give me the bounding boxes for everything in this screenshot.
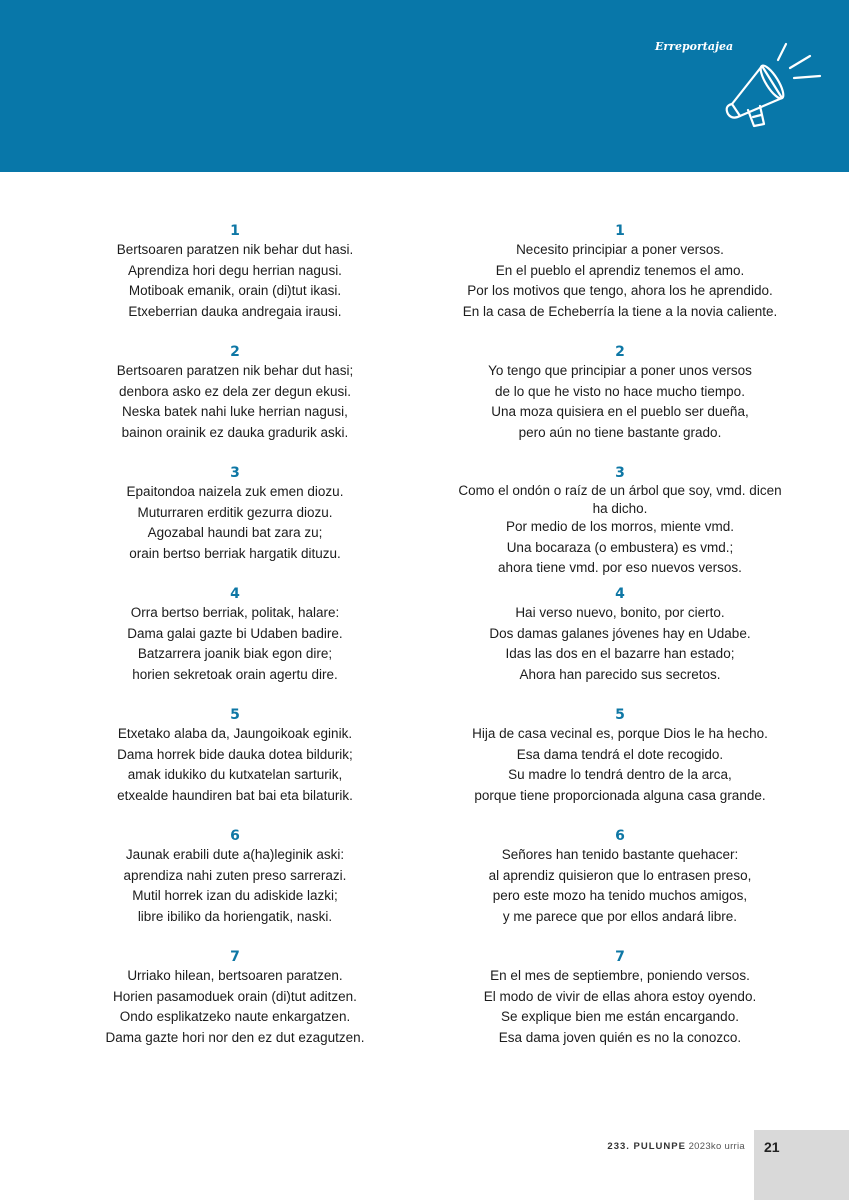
stanza-5 <box>70 706 400 827</box>
verse-line: Como el ondón o raíz de un árbol que soy, vmd. dicen ha dicho. <box>458 483 782 516</box>
verse-line: Hija de casa vecinal es, porque Dios le ha hecho. <box>472 726 768 741</box>
verse-line: Yo tengo que principiar a poner unos versos <box>488 363 752 378</box>
verse-line: Epaitondoa naizela zuk emen diozu. <box>126 484 344 499</box>
verse-line: Urriako hilean, bertsoaren paratzen. <box>127 968 343 983</box>
page-number: 21 <box>764 1139 780 1155</box>
stanza-6 <box>455 827 785 948</box>
verse-line: Mutil horrek izan du adiskide lazki; <box>132 888 338 903</box>
verse-line: Batzarrera joanik biak egon dire; <box>137 646 333 661</box>
stanza-number: 2 <box>230 344 240 360</box>
verse-line: Dama gazte hori nor den ez dut ezagutzen. <box>105 1029 365 1045</box>
stanza-5 <box>455 706 785 827</box>
verse-line: libre ibiliko da horiengatik, naski. <box>137 908 333 924</box>
verse-line: Ahora han parecido sus secretos. <box>519 666 721 682</box>
verse-line: Jaunak erabili dute a(ha)leginik aski: <box>125 847 345 862</box>
section-label: Erreportajea <box>655 40 734 53</box>
stanza-2 <box>70 343 400 464</box>
verse-line: Una moza quisiera en el pueblo ser dueña, <box>491 404 749 419</box>
verse-line: Dos damas galanes jóvenes hay en Udabe. <box>489 625 751 641</box>
verse-line: En el pueblo el aprendiz tenemos el amo. <box>495 262 745 278</box>
footer <box>607 1141 745 1152</box>
verse-line: Etxetako alaba da, Jaungoikoak eginik. <box>117 726 353 741</box>
verse-line: porque tiene proporcionada alguna casa grande. <box>474 787 766 803</box>
verse-line: Ondo esplikatzeko naute enkargatzen. <box>119 1009 351 1024</box>
verse-line: ahora tiene vmd. por eso nuevos versos. <box>498 560 742 575</box>
verse-line: Una bocaraza (o embustera) es vmd.; <box>506 539 734 555</box>
stanza-number: 5 <box>230 707 240 723</box>
issue-date: 2023ko urria <box>688 1141 745 1152</box>
verse-line: En la casa de Echeberría la tiene a la novia caliente. <box>462 303 778 319</box>
verse-line: Señores han tenido bastante quehacer: <box>501 847 739 862</box>
publication-name: 233. PULUNPE <box>607 1141 686 1152</box>
verse-line: Motiboak emanik, orain (di)tut ikasi. <box>128 283 342 298</box>
stanza-2 <box>455 343 785 464</box>
stanza-6 <box>70 827 400 948</box>
verse-line: de lo que he visto no hace mucho tiempo. <box>495 383 745 399</box>
stanza-3 <box>455 464 785 585</box>
basque-column <box>70 222 400 1069</box>
verse-line: Por medio de los morros, miente vmd. <box>505 519 735 534</box>
spanish-column <box>455 222 785 1069</box>
verse-line: Se explique bien me están encargando. <box>501 1009 739 1024</box>
stanza-number: 4 <box>230 586 240 602</box>
verse-line: pero aún no tiene bastante grado. <box>518 424 722 440</box>
stanza-7 <box>455 948 785 1069</box>
verse-line: Dama horrek bide dauka dotea bildurik; <box>117 746 353 762</box>
stanza-number: 7 <box>615 949 625 965</box>
stanza-number: 3 <box>615 465 625 481</box>
stanza-number: 6 <box>615 828 625 844</box>
stanza-number: 5 <box>615 707 625 723</box>
verse-line: El modo de vivir de ellas ahora estoy oyendo. <box>483 988 757 1004</box>
verse-line: Por los motivos que tengo, ahora los he aprendido. <box>467 283 773 298</box>
stanza-number: 6 <box>230 828 240 844</box>
verse-line: denbora asko ez dela zer degun ekusi. <box>119 383 351 399</box>
verse-line: Dama galai gazte bi Udaben badire. <box>127 625 343 641</box>
verse-line: aprendiza nahi zuten preso sarrerazi. <box>123 867 347 883</box>
verse-line: Esa dama tendrá el dote recogido. <box>516 746 724 762</box>
verse-line: Necesito principiar a poner versos. <box>516 242 724 257</box>
stanza-4 <box>455 585 785 706</box>
verse-line: y me parece que por ellos andará libre. <box>502 908 738 924</box>
verse-line: orain bertso berriak hargatik dituzu. <box>129 545 341 561</box>
megaphone-icon <box>720 38 825 133</box>
verse-line: pero este mozo ha tenido muchos amigos, <box>492 888 748 903</box>
verse-line: amak idukiko du kutxatelan sarturik, <box>127 767 343 782</box>
verse-line: etxealde haundiren bat bai eta bilaturik. <box>117 787 353 803</box>
verse-line: Esa dama joven quién es no la conozco. <box>498 1029 742 1045</box>
verse-line: Orra bertso berriak, politak, halare: <box>130 605 340 620</box>
verse-line: En el mes de septiembre, poniendo versos. <box>490 968 750 983</box>
stanza-number: 3 <box>230 465 240 481</box>
verse-line: Agozabal haundi bat zara zu; <box>147 525 323 540</box>
verse-line: Bertsoaren paratzen nik behar dut hasi; <box>116 363 354 378</box>
verse-line: Etxeberrian dauka andregaia irausi. <box>128 303 342 319</box>
verse-line: al aprendiz quisieron que lo entrasen preso, <box>488 867 752 883</box>
stanza-1 <box>455 222 785 343</box>
verse-line: Hai verso nuevo, bonito, por cierto. <box>515 605 725 620</box>
verse-line: Horien pasamoduek orain (di)tut aditzen. <box>113 988 357 1004</box>
verse-line: horien sekretoak orain agertu dire. <box>132 666 338 682</box>
verse-line: Muturraren erditik gezurra diozu. <box>137 504 333 520</box>
stanza-number: 7 <box>230 949 240 965</box>
verse-line: Idas las dos en el bazarre han estado; <box>505 646 735 661</box>
verse-line: Aprendiza hori degu herrian nagusi. <box>128 262 342 278</box>
stanza-number: 2 <box>615 344 625 360</box>
stanza-number: 1 <box>615 223 625 239</box>
stanza-1 <box>70 222 400 343</box>
verse-line: bainon orainik ez dauka gradurik aski. <box>121 424 349 440</box>
stanza-3 <box>70 464 400 585</box>
stanza-7 <box>70 948 400 1069</box>
stanza-4 <box>70 585 400 706</box>
verse-line: Bertsoaren paratzen nik behar dut hasi. <box>116 242 354 257</box>
stanza-number: 1 <box>230 223 240 239</box>
verse-line: Su madre lo tendrá dentro de la arca, <box>508 767 732 782</box>
verse-line: Neska batek nahi luke herrian nagusi, <box>122 404 348 419</box>
stanza-number: 4 <box>615 586 625 602</box>
